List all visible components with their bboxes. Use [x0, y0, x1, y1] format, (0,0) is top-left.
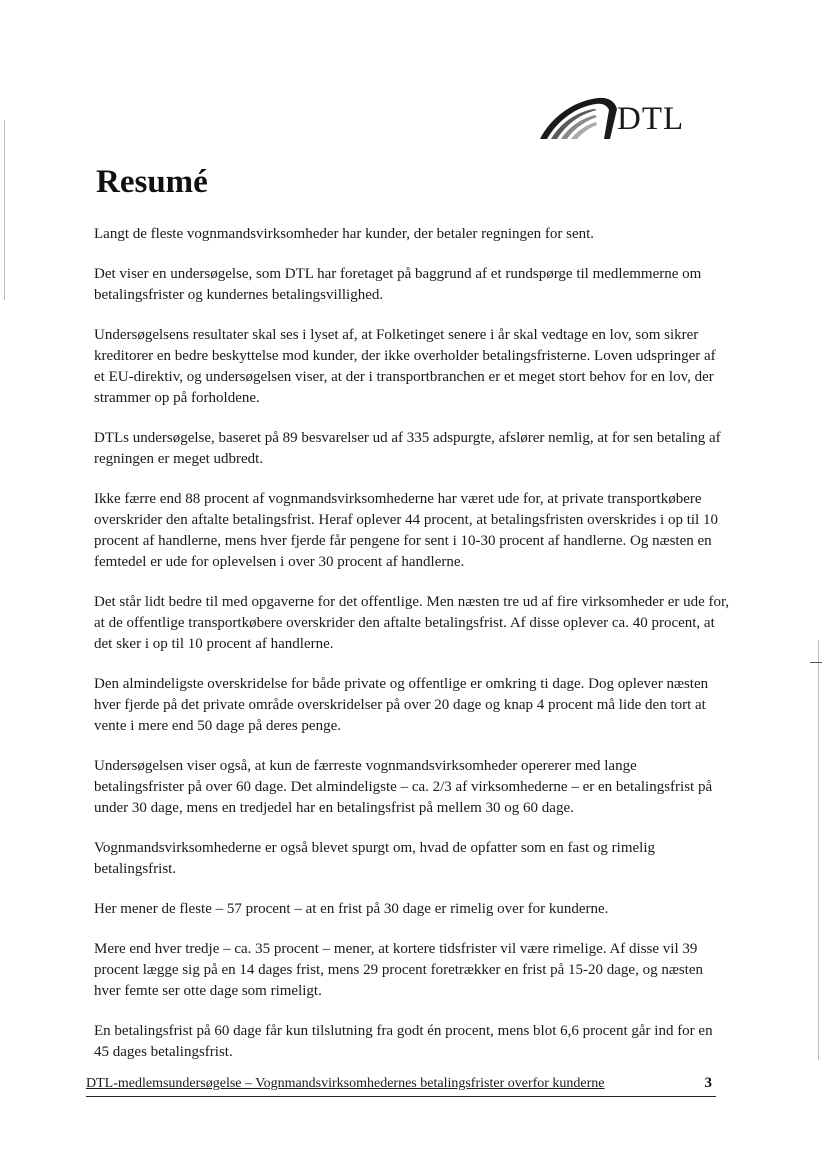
scan-mark — [810, 662, 822, 663]
paragraph: Den almindeligste overskridelse for både private og offentlige er omkring ti dage. Dog oplever næsten hver fjerde på det private område overskridelser på over 20 dage og knap 4 procent må lide den tort at vente i mere end 50 dage på deres penge. — [94, 676, 709, 734]
page-number: 3 — [704, 1075, 712, 1091]
paragraph: Undersøgelsen viser også, at kun de færreste vognmandsvirksomheder opererer med lange betalingsfrister på over 60 dage. Det almindeligste – ca. 2/3 af virksomhederne – er en betalingsfrist på under 30 dage, mens en tredjedel har en betalingsfrist på mellem 30 og 60 dage. — [94, 758, 713, 816]
scan-mark — [4, 120, 5, 300]
paragraph: DTLs undersøgelse, baseret på 89 besvarelser ud af 335 adspurgte, afslører nemlig, at for sen betaling af regningen er meget udbredt. — [94, 430, 721, 467]
page-title: Resumé — [96, 164, 208, 200]
scan-mark — [818, 640, 819, 1060]
paragraph: Det viser en undersøgelse, som DTL har foretaget på baggrund af et rundspørge til medlemmerne om betalingsfrister og kundernes betalingsvillighed. — [94, 266, 702, 303]
dtl-logo-text: DTL — [617, 101, 685, 137]
page-footer — [86, 1074, 716, 1097]
paragraph: Ikke færre end 88 procent af vognmandsvirksomhederne har været ude for, at private transportkøbere overskrider den aftalte betalingsfrist. Heraf oplever 44 procent, at betalingsfristen overskrides i op til 10 procent af handlerne, mens hver fjerde får pengene for sent i 10-30 procent af handlerne. Og næsten en femtedel er ude for oplevelsen i over 30 procent af handlerne. — [94, 491, 718, 570]
dtl-logo-icon — [538, 95, 620, 141]
paragraph: Her mener de fleste – 57 procent – at en frist på 30 dage er rimelig over for kunderne. — [94, 901, 609, 917]
paragraph: Mere end hver tredje – ca. 35 procent – mener, at kortere tidsfrister vil være rimelige. Af disse vil 39 procent lægge sig på en 14 dages frist, mens 29 procent foretrækker en frist på 15-20 dage, og næsten hver femte ser otte dage som rimeligt. — [94, 941, 704, 999]
paragraph: Det står lidt bedre til med opgaverne for det offentlige. Men næsten tre ud af fire virksomheder er ude for, at de offentlige transportkøbere overskrider den aftalte betalingsfrist. Af disse oplever ca. 40 procent, at det sker i op til 10 procent af handlerne. — [94, 594, 730, 652]
body-text — [94, 224, 730, 1082]
dtl-logo — [538, 95, 703, 145]
paragraph: Undersøgelsens resultater skal ses i lyset af, at Folketinget senere i år skal vedtage en lov, som sikrer kreditorer en bedre beskyttelse mod kunder, der ikke overholder betalingsfristerne. Loven udspringer af et EU-direktiv, og undersøgelsen viser, at der i transportbranchen er et meget stort behov for en lov, der strammer op på forholdene. — [94, 327, 716, 406]
paragraph: Vognmandsvirksomhederne er også blevet spurgt om, hvad de opfatter som en fast og rimelig betalingsfrist. — [94, 840, 655, 877]
paragraph: En betalingsfrist på 60 dage får kun tilslutning fra godt én procent, mens blot 6,6 procent går ind for en 45 dages betalingsfrist. — [94, 1023, 713, 1060]
footer-title: DTL-medlemsundersøgelse – Vognmandsvirksomhedernes betalingsfrister overfor kunderne — [86, 1076, 605, 1091]
paragraph: Langt de fleste vognmandsvirksomheder har kunder, der betaler regningen for sent. — [94, 226, 595, 242]
